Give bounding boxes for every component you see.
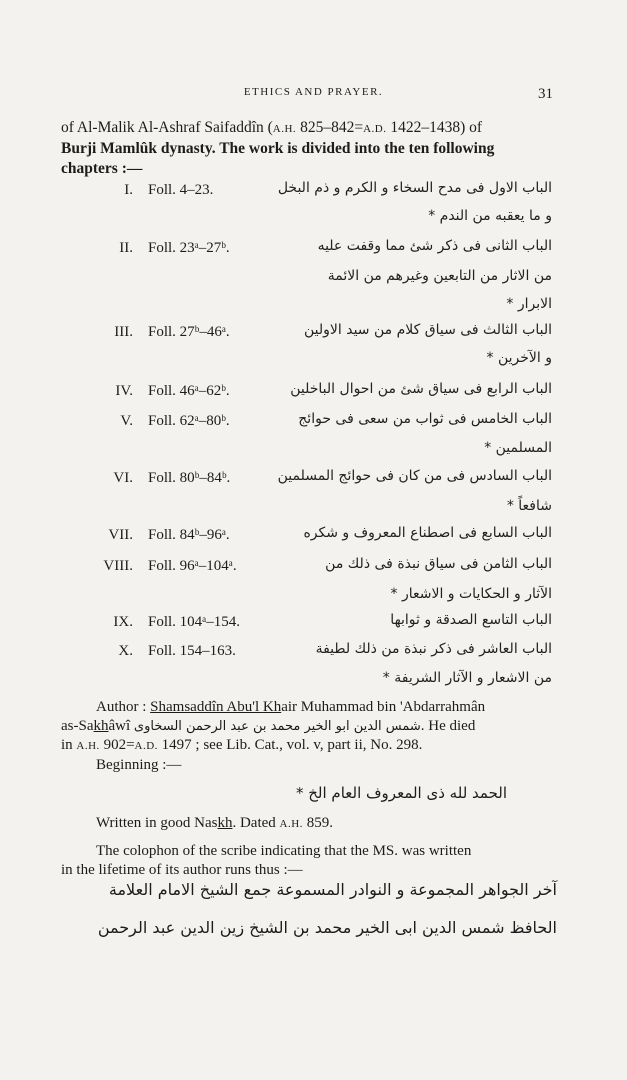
colophon-line-1: The colophon of the scribe indicating that the MS. was written — [96, 843, 472, 859]
chapter-arabic-title: الباب الثامن فى سياق نبذة فى ذلك من — [325, 556, 552, 572]
written-text: Written in good Nas — [96, 815, 218, 831]
chapter-arabic-continuation: المسلمين * — [484, 440, 552, 456]
chapter-folios: Foll. 27ᵇ–46ᵃ. — [148, 324, 230, 340]
written-note — [96, 815, 333, 832]
author-line-3 — [61, 736, 560, 756]
author-text: . He died — [420, 718, 476, 734]
written-text: . Dated — [232, 815, 280, 831]
written-text: 859. — [302, 815, 333, 831]
chapter-folios: Foll. 96ᵃ–104ᵃ. — [148, 558, 237, 574]
chapter-arabic-title: الباب الاول فى مدح السخاء و الكرم و ذم البخل — [277, 180, 552, 196]
author-text: 1497 ; see Lib. Cat., vol. v, part ii, No. 298. — [157, 737, 423, 753]
chapter-number: I. — [124, 182, 133, 198]
chapter-number: III. — [114, 324, 133, 340]
chapter-folios: Foll. 62ᵃ–80ᵇ. — [148, 413, 230, 429]
chapter-arabic-title: الباب الثانى فى ذكر شئ مما وقفت عليه — [317, 238, 552, 254]
chapter-arabic-title: الباب الخامس فى ثواب من سعى فى حوائج — [298, 411, 552, 427]
author-line-1 — [96, 698, 560, 717]
chapter-entry — [0, 180, 627, 224]
chapter-arabic-continuation: من الاثار من التابعين وغيرهم من الائمة — [327, 268, 552, 284]
chapter-arabic-title: الباب الرابع فى سياق شئ من احوال الباخلين — [290, 381, 552, 397]
era-ah: A.H. — [76, 740, 100, 752]
chapter-number: IV. — [115, 383, 133, 399]
chapter-folios: Foll. 154–163. — [148, 643, 236, 659]
chapter-number: X. — [118, 643, 133, 659]
chapter-number: VII. — [108, 527, 133, 543]
chapter-entry — [0, 322, 627, 366]
author-name: Shamsaddîn Abu'l — [150, 699, 263, 715]
intro-line-2: Burji Mamlûk dynasty. The work is divided into the ten following — [61, 140, 495, 157]
chapter-entry — [0, 468, 627, 514]
chapter-entry — [0, 238, 627, 312]
chapter-folios: Foll. 104ᵃ–154. — [148, 614, 241, 630]
running-title: ETHICS AND PRAYER. — [243, 86, 384, 98]
author-text: âwî — [108, 718, 134, 734]
chapter-entry — [0, 411, 627, 456]
chapter-folios: Foll. 84ᵇ–96ᵃ. — [148, 527, 230, 543]
colophon-line-2: in the lifetime of its author runs thus :— — [61, 862, 303, 878]
beginning-label: Beginning :— — [96, 757, 182, 773]
chapter-arabic-continuation: و الآخرين * — [486, 350, 552, 366]
chapter-entry — [0, 614, 627, 644]
written-text: kh — [217, 815, 233, 831]
author-text: as-Sa — [61, 718, 94, 734]
era-ah: A.H. — [279, 818, 303, 830]
chapter-arabic-continuation: الابرار * — [506, 296, 552, 312]
chapter-arabic-title: الباب الثالث فى سياق كلام من سيد الاولين — [303, 322, 552, 338]
intro-text: 825–842= — [296, 119, 364, 136]
era-ad: A.D. — [134, 740, 158, 752]
chapter-number: V. — [120, 413, 133, 429]
colophon-paragraph — [61, 842, 558, 880]
intro-paragraph — [61, 118, 558, 179]
author-text: in — [61, 737, 77, 753]
chapter-entry — [0, 527, 627, 557]
author-line-2 — [61, 717, 560, 736]
chapter-folios: Foll. 4–23. — [148, 182, 214, 198]
colophon-arabic-1: آخر الجواهر المجموعة و النوادر المسموعة جمع الشيخ الامام العلامة — [108, 880, 557, 899]
beginning-arabic: الحمد لله ذى المعروف العام الخ * — [295, 784, 507, 802]
intro-line-3: chapters :— — [61, 160, 143, 177]
intro-text: of Al-Malik Al-Ashraf Saifaddîn ( — [61, 119, 273, 136]
author-text: kh — [93, 718, 109, 734]
chapter-folios: Foll. 46ᵃ–62ᵇ. — [148, 383, 230, 399]
era-ad: A.D. — [363, 123, 387, 135]
author-name: Kh — [262, 699, 282, 715]
author-paragraph — [61, 698, 560, 756]
chapter-arabic-continuation: من الاشعار و الآثار الشريفة * — [382, 670, 552, 686]
chapter-number: VI. — [113, 470, 133, 486]
chapter-arabic-title: الباب التاسع الصدقة و ثوابها — [390, 612, 552, 628]
author-label: Author : — [96, 699, 151, 715]
author-text: 902= — [99, 737, 135, 753]
chapter-entry — [0, 383, 627, 413]
chapter-folios: Foll. 23ᵃ–27ᵇ. — [148, 240, 230, 256]
chapter-entry — [0, 641, 627, 686]
chapter-number: IX. — [113, 614, 133, 630]
intro-text: 1422–1438) of — [386, 119, 483, 136]
chapter-arabic-title: الباب السادس فى من كان فى حوائج المسلمين — [277, 468, 552, 484]
chapter-entry — [0, 556, 627, 602]
chapter-arabic-continuation: و ما يعقبه من الندم * — [428, 208, 552, 224]
intro-line-1 — [61, 118, 558, 139]
chapter-arabic-continuation: الآثار و الحكايات و الاشعار * — [390, 586, 552, 602]
chapter-number: II. — [119, 240, 133, 256]
era-ah: A.H. — [272, 123, 297, 135]
chapter-arabic-continuation: شافعاً * — [506, 498, 552, 514]
author-arabic-name: شمس الدين ابو الخير محمد بن عبد الرحمن السخاوى — [133, 719, 421, 734]
chapter-folios: Foll. 80ᵇ–84ᵇ. — [148, 470, 231, 486]
chapter-arabic-title: الباب العاشر فى ذكر نبذة من ذلك لطيفة — [315, 641, 552, 657]
author-name: air Muhammad bin 'Abdarrahmân — [281, 699, 486, 715]
chapter-number: VIII. — [103, 558, 133, 574]
colophon-arabic-2: الحافظ شمس الدين ابى الخير محمد بن الشيخ زين الدين عبد الرحمن — [97, 918, 557, 937]
page-number: 31 — [538, 86, 553, 102]
chapter-arabic-title: الباب السابع فى اصطناع المعروف و شكره — [303, 525, 552, 541]
